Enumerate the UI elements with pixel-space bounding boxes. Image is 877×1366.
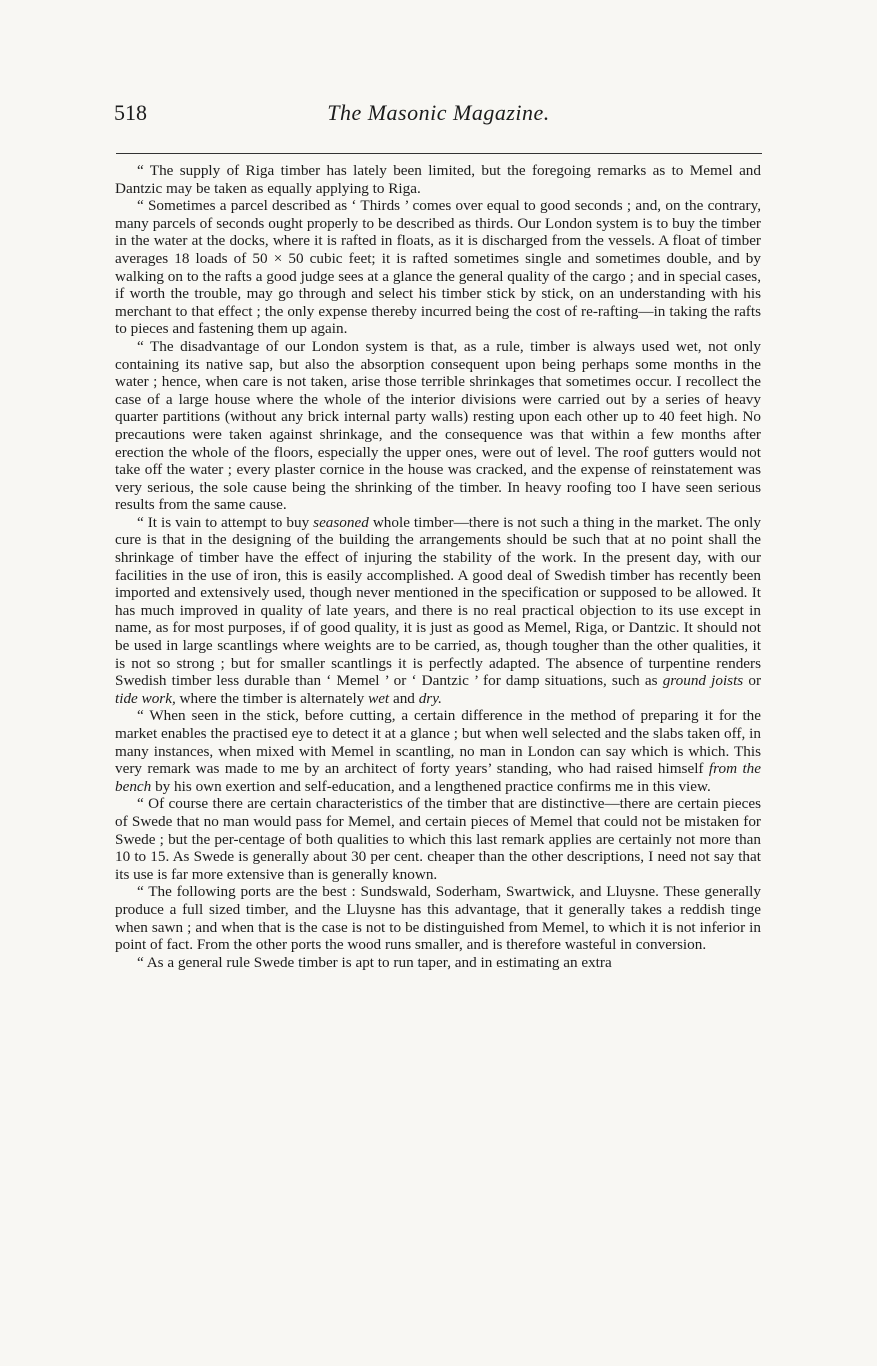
italic-span: dry. [418, 689, 442, 707]
article-body [115, 162, 761, 971]
italic-span: seasoned [313, 513, 369, 531]
text-span: whole timber—there is not such a thing in the market. The only cure is that in the designing of the building the arrangements should be such that at no point shall the shrinkage of timber have the effect of injuring the stability of the work. In the present day, with our facilities in the use of iron, this is easily accomplished. A good deal of Swedish timber has recently been imported and extensively used, though never mentioned in the specification or supposed to be allowed. It has much improved in quality of late years, and there is no real practical objection to its use except in name, as for most purposes, if of good quality, it is just as good as Memel, Riga, or Dantzic. It should not be used in large scantlings where weights are to be carried, as, though tougher than the other qualities, it is not so strong ; but for smaller scantlings it is perfectly adapted. The absence of turpentine renders Swedish timber less durable than ‘ Memel ’ or ‘ Dantzic ’ for damp situations, such as [115, 513, 761, 690]
italic-span: ground joists [662, 672, 744, 690]
text-span: or [743, 672, 762, 690]
paragraph-riga: “ The supply of Riga timber has lately been limited, but the foregoing remarks as to Memel and Dantzic may be taken as equally applying to Riga. [115, 162, 761, 197]
text-span: “ It is vain to attempt to buy [137, 513, 314, 531]
paragraph-characteristics: “ Of course there are certain characteristics of the timber that are distinctive—there are certain pieces of Swede that no man would pass for Memel, and certain pieces of Memel that could not be mistaken for Swede ; but the per-centage of both qualities to which this last remark applies are certainly not more than 10 to 15. As Swede is generally about 30 per cent. cheaper than the other descriptions, I need not say that its use is far more extensive than is generally known. [115, 795, 761, 883]
header-rule [116, 153, 762, 154]
paragraph-taper: “ As a general rule Swede timber is apt to run taper, and in estimating an extra [137, 953, 612, 971]
paragraph-disadvantage: “ The disadvantage of our London system is that, as a rule, timber is always used wet, not only containing its native sap, but also the absorption consequent upon being perhaps some months in the water ; hence, when care is not taken, arise those terrible shrinkages that sometimes occur. I recollect the case of a large house where the whole of the interior divisions were carried out by a series of heavy quarter partitions (without any brick internal party walls) resting upon each other up to 40 feet high. No precautions were taken against shrinkage, and the consequence was that within a few months after erection the whole of the floors, especially the upper ones, were out of level. The roof gutters would not take off the water ; every plaster cornice in the house was cracked, and the expense of reinstatement was very serious, the sole cause being the shrinking of the timber. In heavy roofing too I have seen serious results from the same cause. [115, 337, 761, 514]
paragraph-stick [115, 707, 761, 795]
text-span: where the timber is alternately [175, 689, 369, 707]
paragraph-seasoned [115, 514, 761, 708]
italic-span: wet [368, 689, 390, 707]
text-span: by his own exertion and self-education, and a lengthened practice confirms me in this view. [151, 777, 711, 795]
paragraph-thirds: “ Sometimes a parcel described as ‘ Thirds ’ comes over equal to good seconds ; and, on the contrary, many parcels of seconds ought properly to be described as thirds. Our London system is to buy the timber in the water at the docks, where it is rafted in floats, as it is discharged from the vessels. A float of timber averages 18 loads of 50 × 50 cubic feet; it is rafted sometimes single and sometimes double, and by walking on to the rafts a good judge sees at a glance the general quality of the cargo ; and in special cases, if worth the trouble, may go through and select his timber stick by stick, on an understanding with his merchant to that effect ; the only expense thereby incurred being the cost of re-rafting—in taking the rafts to pieces and fastening them up again. [115, 197, 761, 338]
italic-span: tide work, [115, 689, 176, 707]
page-header [0, 100, 877, 132]
page-number: 518 [114, 100, 147, 125]
text-span: “ When seen in the stick, before cutting, a certain difference in the method of preparing it for the market enables the practised eye to detect it at a glance ; but when well selected and the slabs taken off, in many instances, when mixed with Memel in scantling, no man in London can say which is which. This very remark was made to me by an architect of forty years’ standing, who had raised himself [115, 707, 761, 778]
running-title: The Masonic Magazine. [327, 100, 550, 125]
paragraph-ports: “ The following ports are the best : Sundswald, Soderham, Swartwick, and Lluysne. These generally produce a full sized timber, and the Lluysne has this advantage, that it generally takes a reddish tinge when sawn ; and when that is the case is not to be distinguished from Memel, to which it is not inferior in point of fact. From the other ports the wood runs smaller, and is therefore wasteful in conversion. [115, 883, 761, 954]
text-span: and [389, 689, 419, 707]
italic-span: from the bench [115, 760, 761, 795]
